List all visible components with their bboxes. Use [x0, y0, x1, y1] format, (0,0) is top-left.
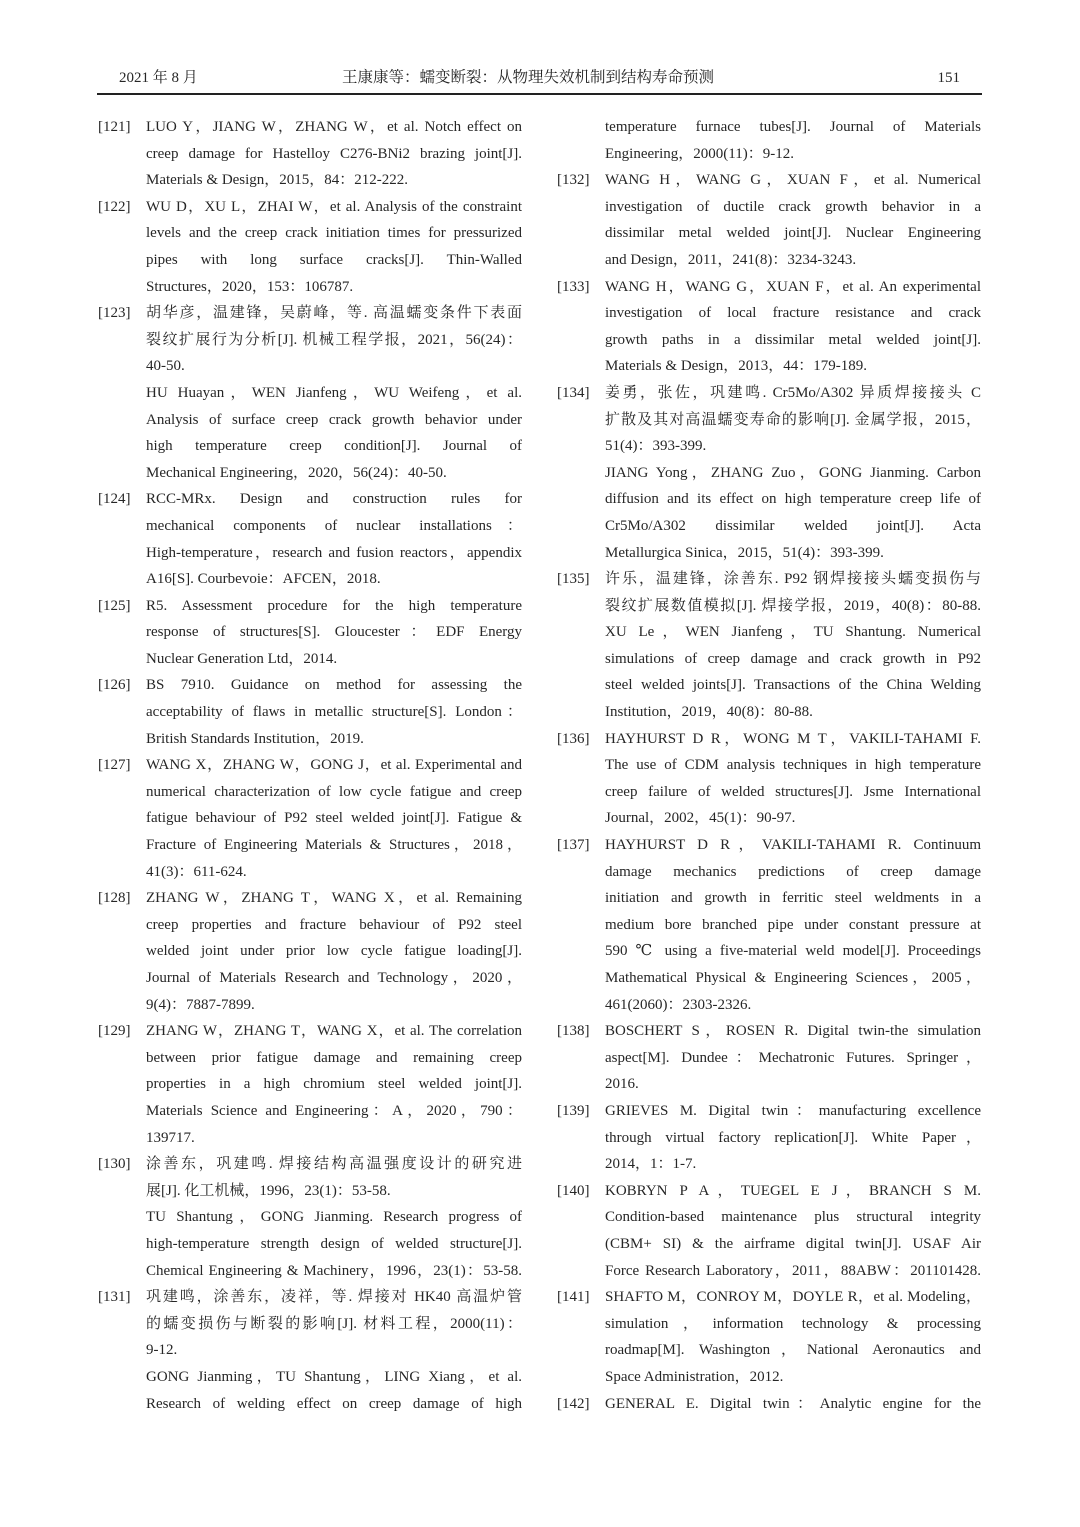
reference-text-line: investigation of local fracture resistance and crack	[605, 305, 981, 322]
reference-number: [122]	[98, 198, 131, 215]
reference-text-line: Condition-based maintenance plus structural integrity	[605, 1209, 981, 1226]
reference-text-line: HAYHURST D R，VAKILI-TAHAMI R. Continuum	[605, 837, 981, 854]
reference-entry	[557, 832, 981, 1018]
reference-number: [130]	[98, 1156, 131, 1173]
reference-text-line: GONG Jianming，TU Shantung，LING Xiang，et al.	[146, 1368, 522, 1385]
reference-text-line: Institution，2019，40(8)：80-88.	[605, 704, 813, 721]
reference-text-line: simulations of creep damage and crack growth in P92	[605, 650, 981, 667]
reference-text-line: WANG X，ZHANG W，GONG J，et al. Experimental and	[146, 757, 522, 774]
reference-text-line: LUO Y，JIANG W，ZHANG W，et al. Notch effect on	[146, 119, 522, 135]
reference-entry	[557, 566, 981, 726]
reference-number: [133]	[557, 278, 590, 295]
reference-number: [124]	[98, 491, 131, 508]
reference-text-line: British Standards Institution，2019.	[146, 730, 364, 747]
reference-text-line: Research of welding effect on creep damage of high	[146, 1395, 522, 1412]
reference-number: [131]	[98, 1289, 131, 1306]
reference-number: [123]	[98, 305, 131, 322]
reference-number: [132]	[557, 172, 590, 189]
reference-entry	[557, 274, 981, 380]
reference-text-line: Force Research Laboratory，2011，88ABW：201101428.	[605, 1262, 981, 1279]
reference-text-line: fatigue behaviour of P92 steel welded joint[J]. Fatigue &	[146, 810, 522, 827]
reference-text-line: dissimilar metal welded joint[J]. Nuclear Engineering	[605, 225, 981, 242]
reference-number: [125]	[98, 597, 131, 614]
reference-entry	[557, 1098, 981, 1178]
reference-number: [134]	[557, 384, 590, 401]
reference-text-line: steel welded joints[J]. Transactions of the China Welding	[605, 677, 981, 694]
reference-text-line: 2016.	[605, 1076, 639, 1093]
reference-text-line: Materials & Design，2013，44：179-189.	[605, 358, 868, 375]
reference-entry	[98, 752, 522, 885]
reference-text-line: JIANG Yong，ZHANG Zuo，GONG Jianming. Carbon	[605, 464, 981, 481]
reference-number: [142]	[557, 1395, 590, 1412]
reference-text-line: initiation and growth in ferritic steel weldments in a	[605, 890, 981, 907]
reference-text-line: 许乐，温建锋，涂善东. P92 钢焊接接头蠕变损伤与	[605, 571, 981, 588]
reference-text-line: Analysis of surface creep crack growth behavior under	[146, 411, 522, 428]
reference-entry	[557, 726, 981, 832]
reference-text-line: 巩建鸣，涂善东，凌祥，等. 焊接对 HK40 高温炉管	[146, 1289, 522, 1306]
reference-text-line: R5. Assessment procedure for the high temperature	[146, 597, 522, 614]
reference-entry	[98, 1284, 522, 1417]
reference-text-line: 扩散及其对高温蠕变寿命的影响[J]. 金属学报，2015，	[605, 411, 981, 428]
reference-number: [128]	[98, 890, 131, 907]
reference-text-line: Metallurgica Sinica，2015，51(4)：393-399.	[605, 544, 884, 561]
reference-number: [138]	[557, 1023, 590, 1040]
reference-text-line: 461(2060)：2303-2326.	[605, 996, 752, 1013]
reference-text-line: BS 7910. Guidance on method for assessing the	[146, 677, 522, 694]
reference-text-line: SHAFTO M，CONROY M，DOYLE R，et al. Modeling，	[605, 1289, 981, 1306]
reference-number: [141]	[557, 1289, 590, 1306]
reference-text-line: HAYHURST D R，WONG M T，VAKILI-TAHAMI F.	[605, 730, 981, 747]
reference-entry	[98, 486, 522, 592]
reference-text-line: diffusion and its effect on high temperature creep life of	[605, 491, 981, 508]
reference-text-line: simulation，information technology & processing	[605, 1315, 981, 1332]
reference-text-line: A16[S]. Courbevoie：AFCEN，2018.	[146, 571, 381, 588]
reference-entry	[98, 593, 522, 673]
reference-text-line: aspect[M]. Dundee：Mechatronic Futures. Springer，	[605, 1049, 981, 1066]
reference-text-line: RCC-MRx. Design and construction rules for	[146, 491, 522, 508]
reference-text-line: High-temperature，research and fusion reactors，appendix	[146, 544, 522, 561]
reference-text-line: 9-12.	[146, 1342, 178, 1359]
right-column	[557, 114, 981, 1417]
reference-entry	[98, 672, 522, 752]
reference-number: [126]	[98, 677, 131, 694]
reference-number: [136]	[557, 730, 590, 747]
reference-text-line: 裂纹扩展行为分析[J]. 机械工程学报，2021，56(24)：	[146, 331, 522, 348]
reference-entry	[557, 380, 981, 566]
reference-entry	[98, 1018, 522, 1151]
reference-text-line: Space Administration，2012.	[605, 1368, 784, 1385]
reference-text-line: Mechanical Engineering，2020，56(24)：40-50.	[146, 464, 447, 481]
reference-entry	[98, 300, 522, 486]
reference-text-line: medium bore branched pipe under constant pressure at	[605, 916, 981, 933]
reference-text-line: 姜勇，张佐，巩建鸣. Cr5Mo/A302 异质焊接接头 C	[605, 384, 981, 401]
reference-text-line: HU Huayan，WEN Jianfeng，WU Weifeng，et al.	[146, 384, 522, 401]
reference-text-line: Structures，2020，153：106787.	[146, 278, 354, 295]
reference-text-line: levels and the creep crack initiation times for pressurized	[146, 225, 522, 242]
reference-text-line: growth paths in a dissimilar metal welded joint[J].	[605, 331, 981, 348]
reference-entry	[557, 1018, 981, 1098]
reference-text-line: 41(3)：611-624.	[146, 863, 247, 880]
reference-number: [135]	[557, 571, 590, 588]
reference-text-line: high temperature creep condition[J]. Journal of	[146, 438, 522, 455]
reference-text-line: pipes with long surface cracks[J]. Thin-Walled	[146, 251, 522, 268]
reference-text-line: 590 ℃ using a five-material weld model[J]. Proceedings	[605, 943, 981, 960]
reference-number: [139]	[557, 1102, 590, 1119]
reference-entry	[98, 1151, 522, 1284]
reference-text-line: numerical characterization of low cycle fatigue and creep	[146, 783, 522, 800]
reference-text-line: Mathematical Physical & Engineering Sciences，2005，	[605, 970, 981, 986]
reference-text-line: XU Le，WEN Jianfeng，TU Shantung. Numerical	[605, 624, 981, 641]
reference-text-line: Engineering，2000(11)：9-12.	[605, 145, 794, 162]
header-title: 王康康等：蠕变断裂：从物理失效机制到结构寿命预测	[342, 69, 715, 86]
reference-text-line: temperature furnace tubes[J]. Journal of Materials	[605, 119, 981, 135]
reference-text-line: creep failure of welded structures[J]. Jsme International	[605, 783, 981, 800]
reference-text-line: investigation of ductile crack growth behavior in a	[605, 198, 981, 215]
reference-entry	[557, 167, 981, 273]
reference-text-line: 51(4)：393-399.	[605, 438, 707, 455]
reference-text-line: Fracture of Engineering Materials & Structures，2018，	[146, 837, 522, 854]
reference-text-line: KOBRYN P A，TUEGEL E J，BRANCH S M.	[605, 1182, 981, 1199]
reference-entry	[557, 1391, 981, 1418]
reference-text-line: The use of CDM analysis techniques in high temperature	[605, 757, 981, 774]
reference-text-line: 139717.	[146, 1129, 195, 1146]
reference-text-line: ZHANG W，ZHANG T，WANG X，et al. The correlation	[146, 1023, 522, 1040]
reference-number: [137]	[557, 837, 590, 854]
reference-text-line: and Design，2011，241(8)：3234-3243.	[605, 251, 857, 268]
reference-entry	[98, 885, 522, 1018]
reference-text-line: 40-50.	[146, 358, 185, 375]
reference-text-line: (CBM+ SI) & the airframe digital twin[J]. USAF Air	[605, 1235, 981, 1252]
reference-text-line: Cr5Mo/A302 dissimilar welded joint[J]. Acta	[605, 517, 981, 534]
reference-number: [127]	[98, 757, 131, 774]
reference-text-line: 2014，1：1-7.	[605, 1156, 697, 1173]
running-header	[97, 66, 982, 92]
reference-text-line: GENERAL E. Digital twin：Analytic engine for the	[605, 1395, 981, 1412]
reference-text-line: 的蠕变损伤与断裂的影响[J]. 材料工程，2000(11)：	[146, 1315, 522, 1332]
reference-entry	[98, 194, 522, 300]
reference-text-line: creep properties and fracture behaviour of P92 steel	[146, 916, 522, 933]
reference-text-line: creep damage for Hastelloy C276-BNi2 brazing joint[J].	[146, 145, 522, 162]
reference-number: [129]	[98, 1023, 131, 1040]
reference-text-line: high-temperature strength design of welded structure[J].	[146, 1235, 522, 1252]
reference-entry	[557, 1284, 981, 1390]
reference-text-line: WANG H，WANG G，XUAN F，et al. Numerical	[605, 172, 981, 189]
reference-text-line: Chemical Engineering & Machinery，1996，23(1)：53-58.	[146, 1262, 522, 1279]
reference-number: [140]	[557, 1182, 590, 1199]
header-date: 2021 年 8 月	[119, 70, 198, 86]
reference-text-line: Nuclear Generation Ltd，2014.	[146, 650, 338, 667]
reference-text-line: ZHANG W，ZHANG T，WANG X，et al. Remaining	[146, 890, 522, 907]
reference-text-line: 裂纹扩展数值模拟[J]. 焊接学报，2019，40(8)：80-88.	[605, 597, 981, 614]
reference-text-line: 涂善东，巩建鸣. 焊接结构高温强度设计的研究进	[146, 1156, 522, 1173]
header-rule	[97, 93, 982, 95]
page-number: 151	[937, 70, 960, 86]
reference-text-line: acceptability of flaws in metallic structure[S]. London：	[146, 704, 522, 721]
reference-text-line: 9(4)：7887-7899.	[146, 996, 255, 1013]
reference-text-line: WU D，XU L，ZHAI W，et al. Analysis of the constraint	[146, 198, 522, 215]
reference-entry	[98, 114, 522, 194]
reference-text-line: properties in a high chromium steel welded joint[J].	[146, 1076, 522, 1093]
reference-text-line: Journal of Materials Research and Technology，2020，	[146, 970, 522, 986]
reference-text-line: WANG H，WANG G，XUAN F，et al. An experimental	[605, 278, 981, 295]
reference-text-line: damage mechanics predictions of creep damage	[605, 863, 981, 880]
reference-text-line: Materials & Design，2015，84：212-222.	[146, 172, 409, 189]
reference-text-line: welded joint under prior low cycle fatigue loading[J].	[146, 943, 522, 960]
left-column	[98, 114, 522, 1417]
reference-continuation	[557, 114, 981, 167]
reference-text-line: between prior fatigue damage and remaining creep	[146, 1049, 522, 1066]
reference-entry	[557, 1178, 981, 1284]
reference-text-line: response of structures[S]. Gloucester：EDF Energy	[146, 624, 522, 641]
reference-text-line: GRIEVES M. Digital twin：manufacturing excellence	[605, 1102, 981, 1119]
reference-number: [121]	[98, 119, 131, 135]
reference-text-line: mechanical components of nuclear installations：	[146, 517, 522, 534]
reference-text-line: TU Shantung，GONG Jianming. Research progress of	[146, 1209, 522, 1226]
reference-text-line: through virtual factory replication[J]. White Paper，	[605, 1129, 981, 1146]
reference-text-line: 展[J]. 化工机械，1996，23(1)：53-58.	[146, 1182, 391, 1199]
reference-text-line: roadmap[M]. Washington，National Aeronautics and	[605, 1342, 981, 1359]
reference-text-line: 胡华彦，温建锋，吴蔚峰，等. 高温蠕变条件下表面	[146, 305, 522, 322]
reference-text-line: Journal，2002，45(1)：90-97.	[605, 810, 796, 827]
reference-text-line: Materials Science and Engineering：A，2020，790：	[146, 1102, 522, 1119]
reference-text-line: BOSCHERT S，ROSEN R. Digital twin-the simulation	[605, 1023, 981, 1040]
